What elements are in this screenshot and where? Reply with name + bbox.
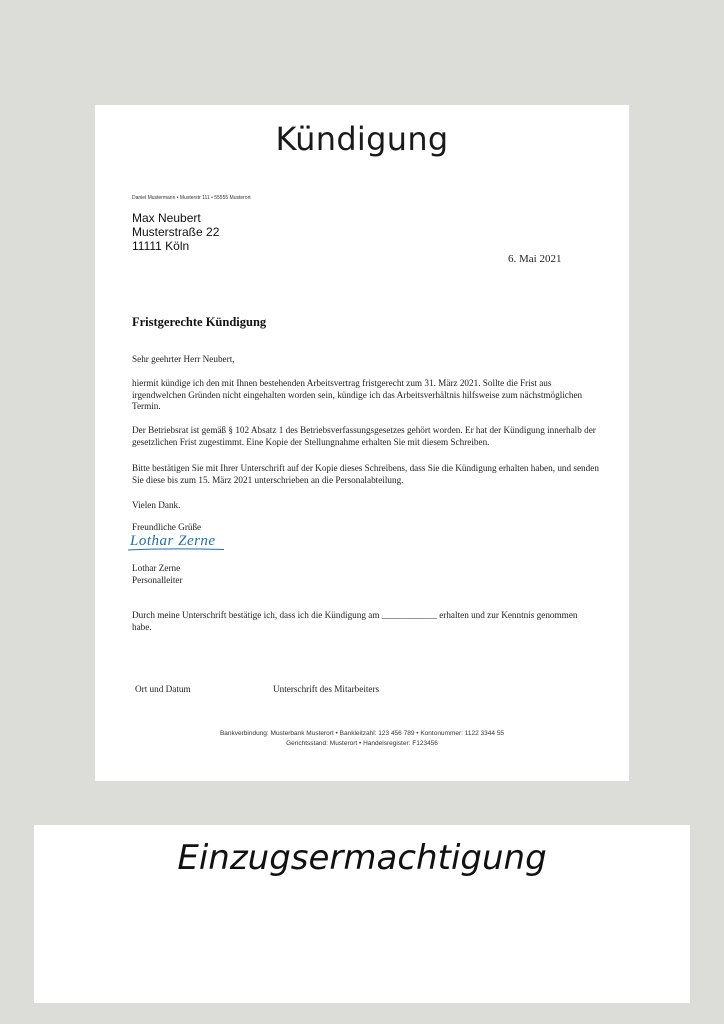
thanks-line: Vielen Dank. [132, 500, 181, 510]
handwritten-signature: Lothar Zerne [130, 533, 216, 549]
recipient-street: Musterstraße 22 [132, 225, 220, 239]
recipient-name: Max Neubert [132, 211, 201, 225]
footer-court-register: Gerichtsstand: Musterort • Handelsregister: F123456 [286, 740, 438, 747]
signer-block [132, 563, 602, 586]
paragraph-1: hiermit kündige ich den mit Ihnen bestehenden Arbeitsvertrag fristgerecht zum 31. März 2021. Sollte die Frist aus irgendwelchen Gründen nicht eingehalten worden sein, kündige ich das Arbeitsverhältnis hilfsweise zum nächstmöglichen Termin. [132, 378, 583, 411]
recipient-city: 11111 Köln [132, 239, 190, 253]
salutation: Sehr geehrter Herr Neubert, [132, 354, 235, 364]
paragraph-2: Der Betriebsrat ist gemäß § 102 Absatz 1 des Betriebsverfassungsgesetzes gehört worden. Er hat der Kündigung innerhalb der gesetzlichen Frist zugestimmt. Eine Kopie der Stellungnahme erhalten Sie mit diesem Schreiben. [132, 425, 596, 447]
signer-name: Lothar Zerne [132, 563, 181, 573]
confirmation-text: Durch meine Unterschrift bestätige ich, dass ich die Kündigung am ____________ erhalten und zur Kenntnis genommen habe. [132, 610, 578, 632]
paragraph-3: Bitte bestätigen Sie mit Ihrer Unterschrift auf der Kopie dieses Schreibens, dass Sie die Kündigung erhalten haben, und senden Sie diese bis zum 15. März 2021 unterschrieben an die Personalabteilung. [132, 463, 599, 485]
closing-line: Freundliche Grüße [132, 522, 202, 532]
letter-subject: Fristgerechte Kündigung [132, 315, 267, 329]
footer-bank-details: Bankverbindung: Musterbank Musterort • Bankleitzahl: 123 456 789 • Kontonummer: 1122 3344 55 [219, 730, 505, 737]
signature-flourish [126, 548, 226, 551]
signer-title: Personalleiter [132, 574, 183, 585]
document-title: Kündigung [275, 120, 449, 158]
sender-line: Daniel Mustermann • Musterstr 111 • 55555 Musterort [132, 195, 251, 201]
employee-signature-label: Unterschrift des Mitarbeiters [273, 684, 380, 694]
recipient-address [132, 211, 219, 253]
place-date-label: Ort und Datum [135, 684, 191, 694]
letter-date: 6. Mai 2021 [508, 253, 562, 265]
caption-text: Einzugsermachtigung [177, 838, 547, 878]
